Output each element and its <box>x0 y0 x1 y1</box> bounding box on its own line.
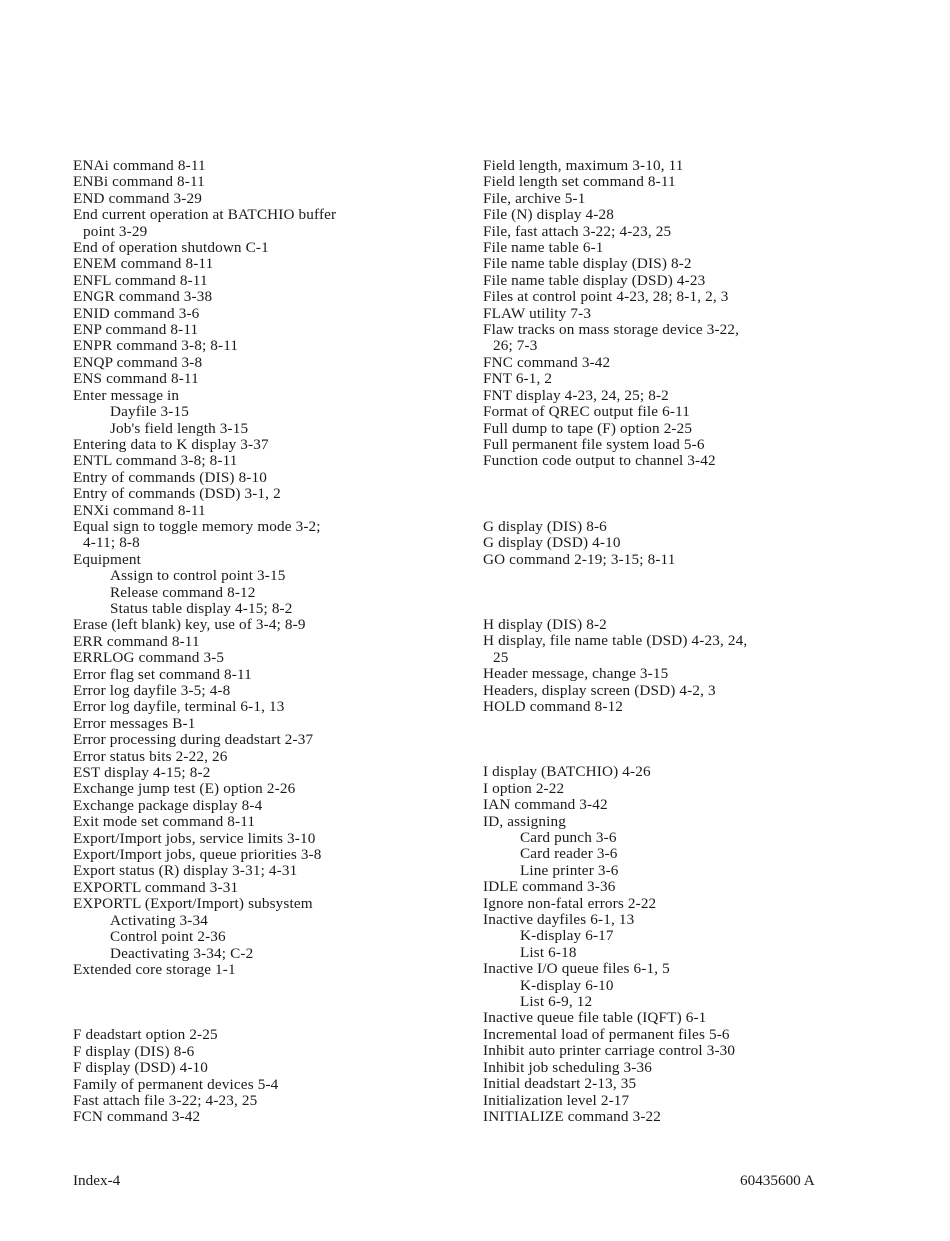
document-number: 60435600 A <box>740 1172 815 1189</box>
index-entry: File (N) display 4-28 <box>483 206 614 224</box>
index-subentry: Job's field length 3-15 <box>110 419 249 437</box>
section-gap <box>483 715 863 764</box>
index-entry: ENPR command 3-8; 8-11 <box>73 337 239 355</box>
index-entry: ENFL command 8-11 <box>73 271 208 289</box>
index-subentry: Card reader 3-6 <box>520 845 618 863</box>
section-gap <box>73 978 463 1027</box>
index-entry: ENQP command 3-8 <box>73 353 203 371</box>
index-entry: Fast attach file 3-22; 4-23, 25 <box>73 1091 258 1109</box>
index-entry: ENS command 8-11 <box>73 370 199 388</box>
index-column-right <box>483 158 863 1125</box>
index-entry: File, archive 5-1 <box>483 189 586 207</box>
index-column-left <box>73 158 463 1126</box>
index-entry: Family of permanent devices 5-4 <box>73 1075 279 1093</box>
index-entry: ENBi command 8-11 <box>73 173 205 191</box>
index-entry: Flaw tracks on mass storage device 3-22, <box>483 321 740 339</box>
index-entry: End of operation shutdown C-1 <box>73 239 269 257</box>
index-entry: File name table 6-1 <box>483 239 604 257</box>
index-entry: F deadstart option 2-25 <box>73 1026 218 1044</box>
index-entry: ID, assigning <box>483 812 566 830</box>
index-entry: Exit mode set command 8-11 <box>73 813 256 831</box>
index-entry: ENXi command 8-11 <box>73 501 206 519</box>
index-entry: ENTL command 3-8; 8-11 <box>73 452 238 470</box>
index-entry: File, fast attach 3-22; 4-23, 25 <box>483 222 672 240</box>
index-entry: File name table display (DSD) 4-23 <box>483 271 706 289</box>
index-subentry: Deactivating 3-34; C-2 <box>110 944 254 962</box>
index-entry: Incremental load of permanent files 5-6 <box>483 1025 730 1043</box>
index-entry: Error messages B-1 <box>73 714 196 732</box>
index-entry: Entering data to K display 3-37 <box>73 435 269 453</box>
index-entry: F display (DSD) 4-10 <box>73 1059 209 1077</box>
section-gap <box>483 470 863 519</box>
index-entry: EXPORTL command 3-31 <box>73 878 239 896</box>
index-entry: GO command 2-19; 3-15; 8-11 <box>483 550 676 568</box>
index-subentry: Release command 8-12 <box>110 583 256 601</box>
index-entry: HOLD command 8-12 <box>483 697 624 715</box>
page-number: Index-4 <box>73 1172 121 1189</box>
index-entry: FLAW utility 7-3 <box>483 304 592 322</box>
index-entry: Files at control point 4-23, 28; 8-1, 2, 3 <box>483 288 729 306</box>
index-entry: Error status bits 2-22, 26 <box>73 747 228 765</box>
index-entry: Format of QREC output file 6-11 <box>483 403 690 421</box>
index-entry: END command 3-29 <box>73 189 202 207</box>
index-entry: Headers, display screen (DSD) 4-2, 3 <box>483 681 716 699</box>
index-entry: ENGR command 3-38 <box>73 288 213 306</box>
index-entry: Equipment <box>73 550 141 568</box>
index-entry: I option 2-22 <box>483 779 565 797</box>
index-entry-continuation: point 3-29 <box>83 222 148 240</box>
index-entry: Error flag set command 8-11 <box>73 665 252 683</box>
index-entry: Equal sign to toggle memory mode 3-2; <box>73 517 321 535</box>
index-entry: Initial deadstart 2-13, 35 <box>483 1075 637 1093</box>
index-entry: File name table display (DIS) 8-2 <box>483 255 692 273</box>
index-entry: Inactive queue file table (IQFT) 6-1 <box>483 1009 707 1027</box>
index-entry: FNT display 4-23, 24, 25; 8-2 <box>483 386 669 404</box>
index-entry: Full dump to tape (F) option 2-25 <box>483 419 693 437</box>
index-entry: Erase (left blank) key, use of 3-4; 8-9 <box>73 616 306 634</box>
index-entry: Full permanent file system load 5-6 <box>483 435 705 453</box>
index-entry: Entry of commands (DIS) 8-10 <box>73 468 268 486</box>
index-entry: Inhibit auto printer carriage control 3-30 <box>483 1042 736 1060</box>
index-subentry: K-display 6-17 <box>520 927 614 945</box>
index-entry: I display (BATCHIO) 4-26 <box>483 763 651 781</box>
index-entry: End current operation at BATCHIO buffer <box>73 206 337 224</box>
index-entry: IDLE command 3-36 <box>483 878 616 896</box>
index-subentry: Line printer 3-6 <box>520 861 619 879</box>
index-subentry: Control point 2-36 <box>110 928 226 946</box>
index-entry: Field length set command 8-11 <box>483 173 676 191</box>
index-entry: Extended core storage 1-1 <box>73 960 236 978</box>
index-entry: Header message, change 3-15 <box>483 665 669 683</box>
index-entry: Function code output to channel 3-42 <box>483 452 716 470</box>
index-subentry: Dayfile 3-15 <box>110 403 189 421</box>
index-entry: Initialization level 2-17 <box>483 1091 630 1109</box>
index-entry: EST display 4-15; 8-2 <box>73 764 211 782</box>
index-subentry: Card punch 3-6 <box>520 829 617 846</box>
index-entry: EXPORTL (Export/Import) subsystem <box>73 895 313 913</box>
index-entry: Error log dayfile 3-5; 4-8 <box>73 682 231 699</box>
index-entry: ENEM command 8-11 <box>73 255 214 273</box>
index-subentry: Assign to control point 3-15 <box>110 567 286 585</box>
index-entry: G display (DSD) 4-10 <box>483 534 621 552</box>
index-entry: IAN command 3-42 <box>483 796 608 814</box>
index-entry: F display (DIS) 8-6 <box>73 1042 195 1060</box>
index-entry: Export/Import jobs, service limits 3-10 <box>73 829 316 847</box>
index-subentry: List 6-9, 12 <box>520 993 593 1011</box>
index-subentry: K-display 6-10 <box>520 976 614 994</box>
index-entry: ENAi command 8-11 <box>73 157 206 174</box>
section-gap <box>483 568 863 617</box>
index-entry: Inactive I/O queue files 6-1, 5 <box>483 960 670 978</box>
index-subentry: List 6-18 <box>520 943 577 961</box>
index-entry: H display, file name table (DSD) 4-23, 24, <box>483 632 748 650</box>
index-entry: FNC command 3-42 <box>483 353 611 371</box>
index-entry: INITIALIZE command 3-22 <box>483 1107 662 1125</box>
index-entry: ERR command 8-11 <box>73 632 200 650</box>
index-subentry: Activating 3-34 <box>110 911 208 929</box>
index-entry: Export/Import jobs, queue priorities 3-8 <box>73 846 322 864</box>
index-entry: FNT 6-1, 2 <box>483 370 553 388</box>
index-entry: Error log dayfile, terminal 6-1, 13 <box>73 698 285 716</box>
index-entry: H display (DIS) 8-2 <box>483 615 607 633</box>
index-subentry: Status table display 4-15; 8-2 <box>110 599 293 617</box>
index-entry: Exchange jump test (E) option 2-26 <box>73 780 296 798</box>
index-entry: Inhibit job scheduling 3-36 <box>483 1058 652 1076</box>
index-entry: Error processing during deadstart 2-37 <box>73 731 314 749</box>
index-entry-continuation: 26; 7-3 <box>493 337 538 355</box>
index-entry: Ignore non-fatal errors 2-22 <box>483 894 657 912</box>
index-entry: ENP command 8-11 <box>73 321 199 339</box>
index-entry-continuation: 4-11; 8-8 <box>83 534 140 552</box>
index-entry: Field length, maximum 3-10, 11 <box>483 157 684 174</box>
index-entry: G display (DIS) 8-6 <box>483 517 607 535</box>
index-entry: ERRLOG command 3-5 <box>73 649 225 667</box>
index-entry: Entry of commands (DSD) 3-1, 2 <box>73 485 281 503</box>
index-entry: FCN command 3-42 <box>73 1108 201 1126</box>
index-entry: ENID command 3-6 <box>73 304 200 322</box>
index-entry: Inactive dayfiles 6-1, 13 <box>483 911 635 929</box>
index-entry: Export status (R) display 3-31; 4-31 <box>73 862 298 880</box>
index-entry-continuation: 25 <box>493 648 509 666</box>
index-entry: Exchange package display 8-4 <box>73 796 263 814</box>
index-entry: Enter message in <box>73 386 180 404</box>
